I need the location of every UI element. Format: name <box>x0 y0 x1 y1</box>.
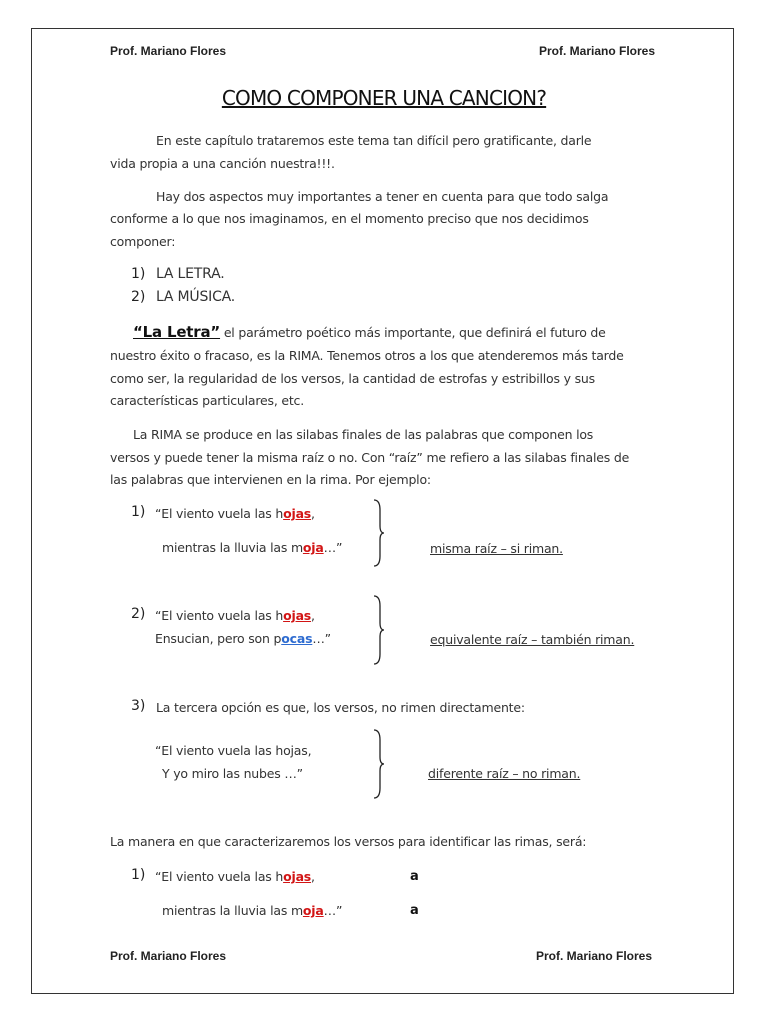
rima-line-2: versos y puede tener la misma raíz o no. Con “raíz” me refiero a las silabas finales de <box>110 450 630 465</box>
example-number: 1) <box>131 504 146 520</box>
letra-heading: “La Letra” <box>133 323 221 341</box>
letra-line-1 <box>133 323 606 341</box>
footer-right: Prof. Mariano Flores <box>536 949 653 963</box>
aspects-line-2: conforme a lo que nos imaginamos, en el momento preciso que nos decidimos <box>110 211 589 226</box>
aspects-line-1: Hay dos aspectos muy importantes a tener en cuenta para que todo salga <box>156 189 609 204</box>
letra-line-1-rest: el parámetro poético más importante, que definirá el futuro de <box>220 325 606 340</box>
list-number: 2) <box>131 289 146 305</box>
example-3-intro: La tercera opción es que, los versos, no rimen directamente: <box>156 700 525 715</box>
list-number: 1) <box>131 266 146 282</box>
intro-line-1: En este capítulo trataremos este tema tan difícil pero gratificante, darle <box>156 133 592 148</box>
example-number: 1) <box>131 867 146 883</box>
example-number: 2) <box>131 606 146 622</box>
page-title: COMO COMPONER UNA CANCION? <box>221 86 547 110</box>
example-3-verse-2: Y yo miro las nubes …” <box>162 766 303 781</box>
brace-icon <box>370 594 386 666</box>
example-2-verse-2: Ensucian, pero son pocas…” <box>155 631 331 646</box>
rhyme-highlight: ojas <box>283 608 312 623</box>
letra-line-4: características particulares, etc. <box>110 393 304 408</box>
intro-line-2: vida propia a una canción nuestra!!!. <box>110 156 335 171</box>
rhyme-marker: a <box>410 869 419 884</box>
rhyme-highlight: ocas <box>281 631 313 646</box>
aspects-line-3: componer: <box>110 234 176 249</box>
rima-line-3: las palabras que intervienen en la rima. Por ejemplo: <box>110 472 431 487</box>
example-3-note: diferente raíz – no riman. <box>428 766 581 781</box>
list-item-musica: LA MÚSICA. <box>156 289 236 305</box>
example-number: 3) <box>131 698 146 714</box>
example-2-verse-1: “El viento vuela las hojas, <box>155 608 315 623</box>
header-right: Prof. Mariano Flores <box>539 44 656 58</box>
footer-left: Prof. Mariano Flores <box>110 949 227 963</box>
example-2-note: equivalente raíz – también riman. <box>430 632 635 647</box>
brace-icon <box>370 728 386 800</box>
brace-icon <box>370 498 386 568</box>
letra-line-2: nuestro éxito o fracaso, es la RIMA. Tenemos otros a los que atenderemos más tarde <box>110 348 624 363</box>
example-1-note: misma raíz – si riman. <box>430 541 563 556</box>
header-left: Prof. Mariano Flores <box>110 44 227 58</box>
characterize-verse-1: “El viento vuela las hojas, <box>155 869 315 884</box>
rhyme-highlight: ojas <box>283 506 312 521</box>
rhyme-marker: a <box>410 903 419 918</box>
example-1-verse-1: “El viento vuela las hojas, <box>155 506 315 521</box>
example-3-verse-1: “El viento vuela las hojas, <box>155 743 312 758</box>
list-item-letra: LA LETRA. <box>156 266 225 282</box>
letra-line-3: como ser, la regularidad de los versos, la cantidad de estrofas y estribillos y sus <box>110 371 595 386</box>
example-1-verse-2: mientras la lluvia las moja…” <box>162 540 343 555</box>
rhyme-highlight: oja <box>302 540 324 555</box>
characterize-text: La manera en que caracterizaremos los versos para identificar las rimas, será: <box>110 834 587 849</box>
rhyme-highlight: ojas <box>283 869 312 884</box>
rima-line-1: La RIMA se produce en las silabas finales de las palabras que componen los <box>133 427 594 442</box>
characterize-verse-2: mientras la lluvia las moja…” <box>162 903 343 918</box>
rhyme-highlight: oja <box>302 903 324 918</box>
